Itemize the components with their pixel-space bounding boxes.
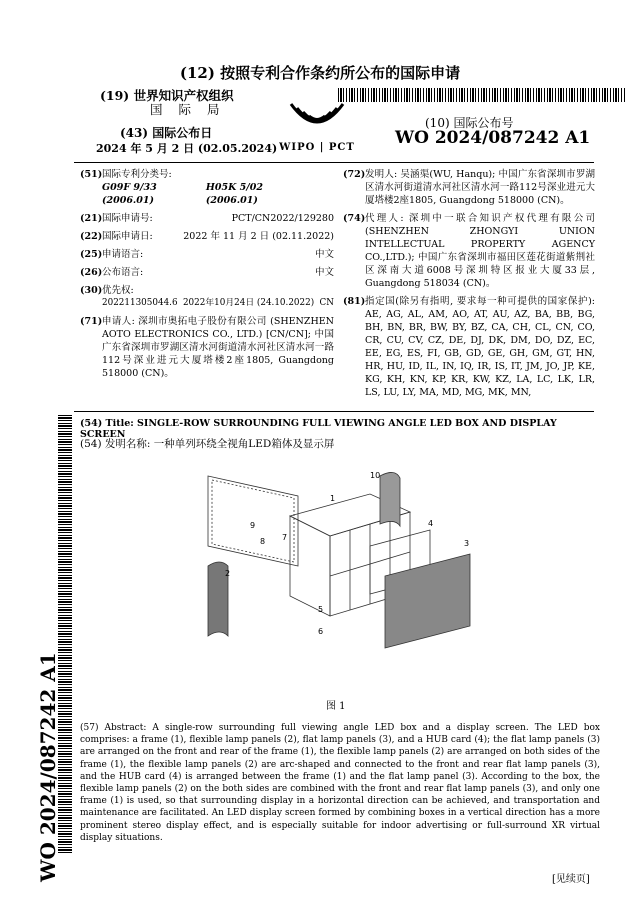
agent: 代理人: 深圳中一联合知识产权代理有限公司 (SHENZHEN ZHONGYI UNION INTELLECTUAL PROPERTY AGENCY CO.,LTD.); 中国广东省深圳市福田区莲花街道紫荆社区深南大道6008号深圳特区报业大厦33层, Guangdong 518034 (CN)。	[365, 213, 595, 289]
wipo-logo-text: WIPO | PCT	[279, 142, 355, 153]
frame-side	[290, 516, 330, 616]
field-label: 申请语言:	[102, 249, 144, 260]
wipo-emblem-icon	[287, 100, 347, 136]
field-25	[80, 248, 334, 261]
field-74	[343, 212, 595, 290]
header-barcode	[338, 88, 626, 102]
field-tag: (71)	[80, 316, 103, 327]
continued-note: [见续页]	[552, 874, 590, 885]
publication-number-label: (10) 国际公布号	[425, 116, 514, 130]
field-22	[80, 230, 334, 243]
field-tag: (74)	[343, 213, 366, 224]
figure-label: 9	[250, 521, 256, 530]
filing-date: 2022 年 11 月 2 日 (02.11.2022)	[183, 231, 334, 242]
field-tag: (26)	[80, 267, 103, 278]
side-barcode	[58, 415, 72, 855]
publication-date-label: (43) 国际公布日	[120, 126, 213, 140]
figure-label: 7	[282, 533, 288, 542]
priority-number: 202211305044.6	[102, 298, 178, 308]
divider	[74, 162, 594, 163]
publication-date: 2024 年 5 月 2 日 (02.05.2024)	[96, 142, 278, 155]
application-number: PCT/CN2022/129280	[231, 213, 334, 224]
figure-label: 4	[428, 519, 434, 528]
field-72	[343, 168, 595, 207]
field-tag: (30)	[80, 285, 103, 296]
field-tag: (22)	[80, 231, 103, 242]
bureau-name: 国 际 局	[150, 102, 226, 117]
filing-language: 中文	[314, 249, 334, 260]
organization-name: (19) 世界知识产权组织	[100, 88, 234, 103]
exploded-view-figure	[180, 466, 480, 694]
priority-country: CN	[319, 298, 334, 308]
field-label: 公布语言:	[102, 267, 144, 278]
inventor: 发明人: 吴涵渠(WU, Hanqu); 中国广东省深圳市罗湖区清水河街道清水河社区清水河一路112号深业进元大厦塔楼2座1805, Guangdong 518000 (CN)。	[365, 169, 595, 206]
figure-label: 6	[318, 627, 324, 636]
title-chinese: (54) 发明名称: 一种单列环绕全视角LED箱体及显示屏	[80, 438, 335, 450]
wipo-logo	[272, 100, 362, 153]
field-tag: (72)	[343, 169, 366, 180]
figure-label: 5	[318, 605, 324, 614]
abstract: (57) Abstract: A single-row surrounding full viewing angle LED box and a display screen. The LED box comprises: a frame (1), flexible lamp panels (2), flat lamp panels (3), and a HUB card (4); the flat lamp panels (3) are arranged on the front and rear of the frame (1), the flexible lamp panels (2) are arranged on both sides of the frame (1), the flexible lamp panels (2) are arc-shaped and connected to the front and rear flat lamp panels (3), and the HUB card (4) is arranged between the frame (1) and the flat lamp panel (3). According to the box, the flexible lamp panels (2) on the both sides are combined with the front and rear flat lamp panels (3), and only one frame (1) is used, so that surrounding display in a horizontal direction can be achieved, and transportation and maintenance are facilitated. An LED display screen formed by combining boxes in a vertical direction has a more prominent stereo display effect, and is especially suitable for indoor advertising or full-surround XR virtual display situations.	[80, 723, 600, 843]
field-26	[80, 266, 334, 279]
figure-label: 3	[464, 539, 470, 548]
field-label: 优先权:	[102, 285, 134, 296]
figure-label: 2	[225, 569, 231, 578]
designated-states: 指定国(除另有指明, 要求每一种可提供的国家保护): AE, AG, AL, AM, AO, AT, AU, AZ, BA, BB, BG, BH, BN, BR, BW, BY, BZ, CA, CH, CL, CN, CO, CR, CU, CV, CZ, DE, DJ, DK, DM, DO, DZ, EC, EE, EG, ES, FI, GB, GD, GE, GH, GM, GT, HN, HR, HU, ID, IL, IN, IQ, IR, IS, IT, JM, JO, JP, KE, KG, KH, KN, KP, KR, KW, KZ, LA, LC, LK, LR, LS, LU, LY, MA, MD, MG, MK, MN,	[365, 296, 595, 398]
side-publication-number: WO 2024/087242 A1	[36, 652, 60, 882]
document-title: (12) 按照专利合作条约所公布的国际申请	[179, 64, 461, 82]
field-label: 国际申请号:	[102, 213, 153, 224]
field-tag: (25)	[80, 249, 103, 260]
field-label: 国际专利分类号:	[102, 169, 172, 180]
field-30	[80, 284, 334, 310]
ipc-class: G09F 9/33 (2006.01)	[102, 182, 157, 206]
figure-caption: 图 1	[326, 701, 346, 712]
ipc-class: H05K 5/02 (2006.01)	[205, 182, 263, 206]
field-51	[80, 168, 334, 207]
figure-label: 10	[370, 471, 381, 480]
front-flat-panel	[385, 554, 470, 648]
field-81	[343, 295, 595, 399]
field-21	[80, 212, 334, 225]
bibliographic-left-column	[80, 168, 334, 385]
priority-date: 2022年10月24日 (24.10.2022)	[182, 298, 315, 308]
publication-language: 中文	[314, 267, 334, 278]
field-tag: (51)	[80, 169, 103, 180]
field-71	[80, 315, 334, 380]
divider	[74, 411, 594, 412]
flexible-panel-right	[380, 472, 400, 526]
title-english: (54) Title: SINGLE-ROW SURROUNDING FULL VIEWING ANGLE LED BOX AND DISPLAY SCREEN	[80, 418, 557, 440]
applicant: 申请人: 深圳市奥拓电子股份有限公司 (SHENZHEN AOTO ELECTRONICS CO., LTD.) [CN/CN]; 中国广东省深圳市罗湖区清水河街道清水河社区清水河一路112号深业进元大厦塔楼2座1805, Guangdong 518000 (CN)。	[102, 316, 334, 379]
field-tag: (21)	[80, 213, 103, 224]
field-label: 国际申请日:	[102, 231, 153, 242]
figure-label: 8	[260, 537, 266, 546]
bibliographic-right-column	[343, 168, 595, 404]
figure-label: 1	[330, 494, 336, 503]
publication-number: WO 2024/087242 A1	[395, 128, 591, 148]
field-tag: (81)	[343, 296, 366, 307]
